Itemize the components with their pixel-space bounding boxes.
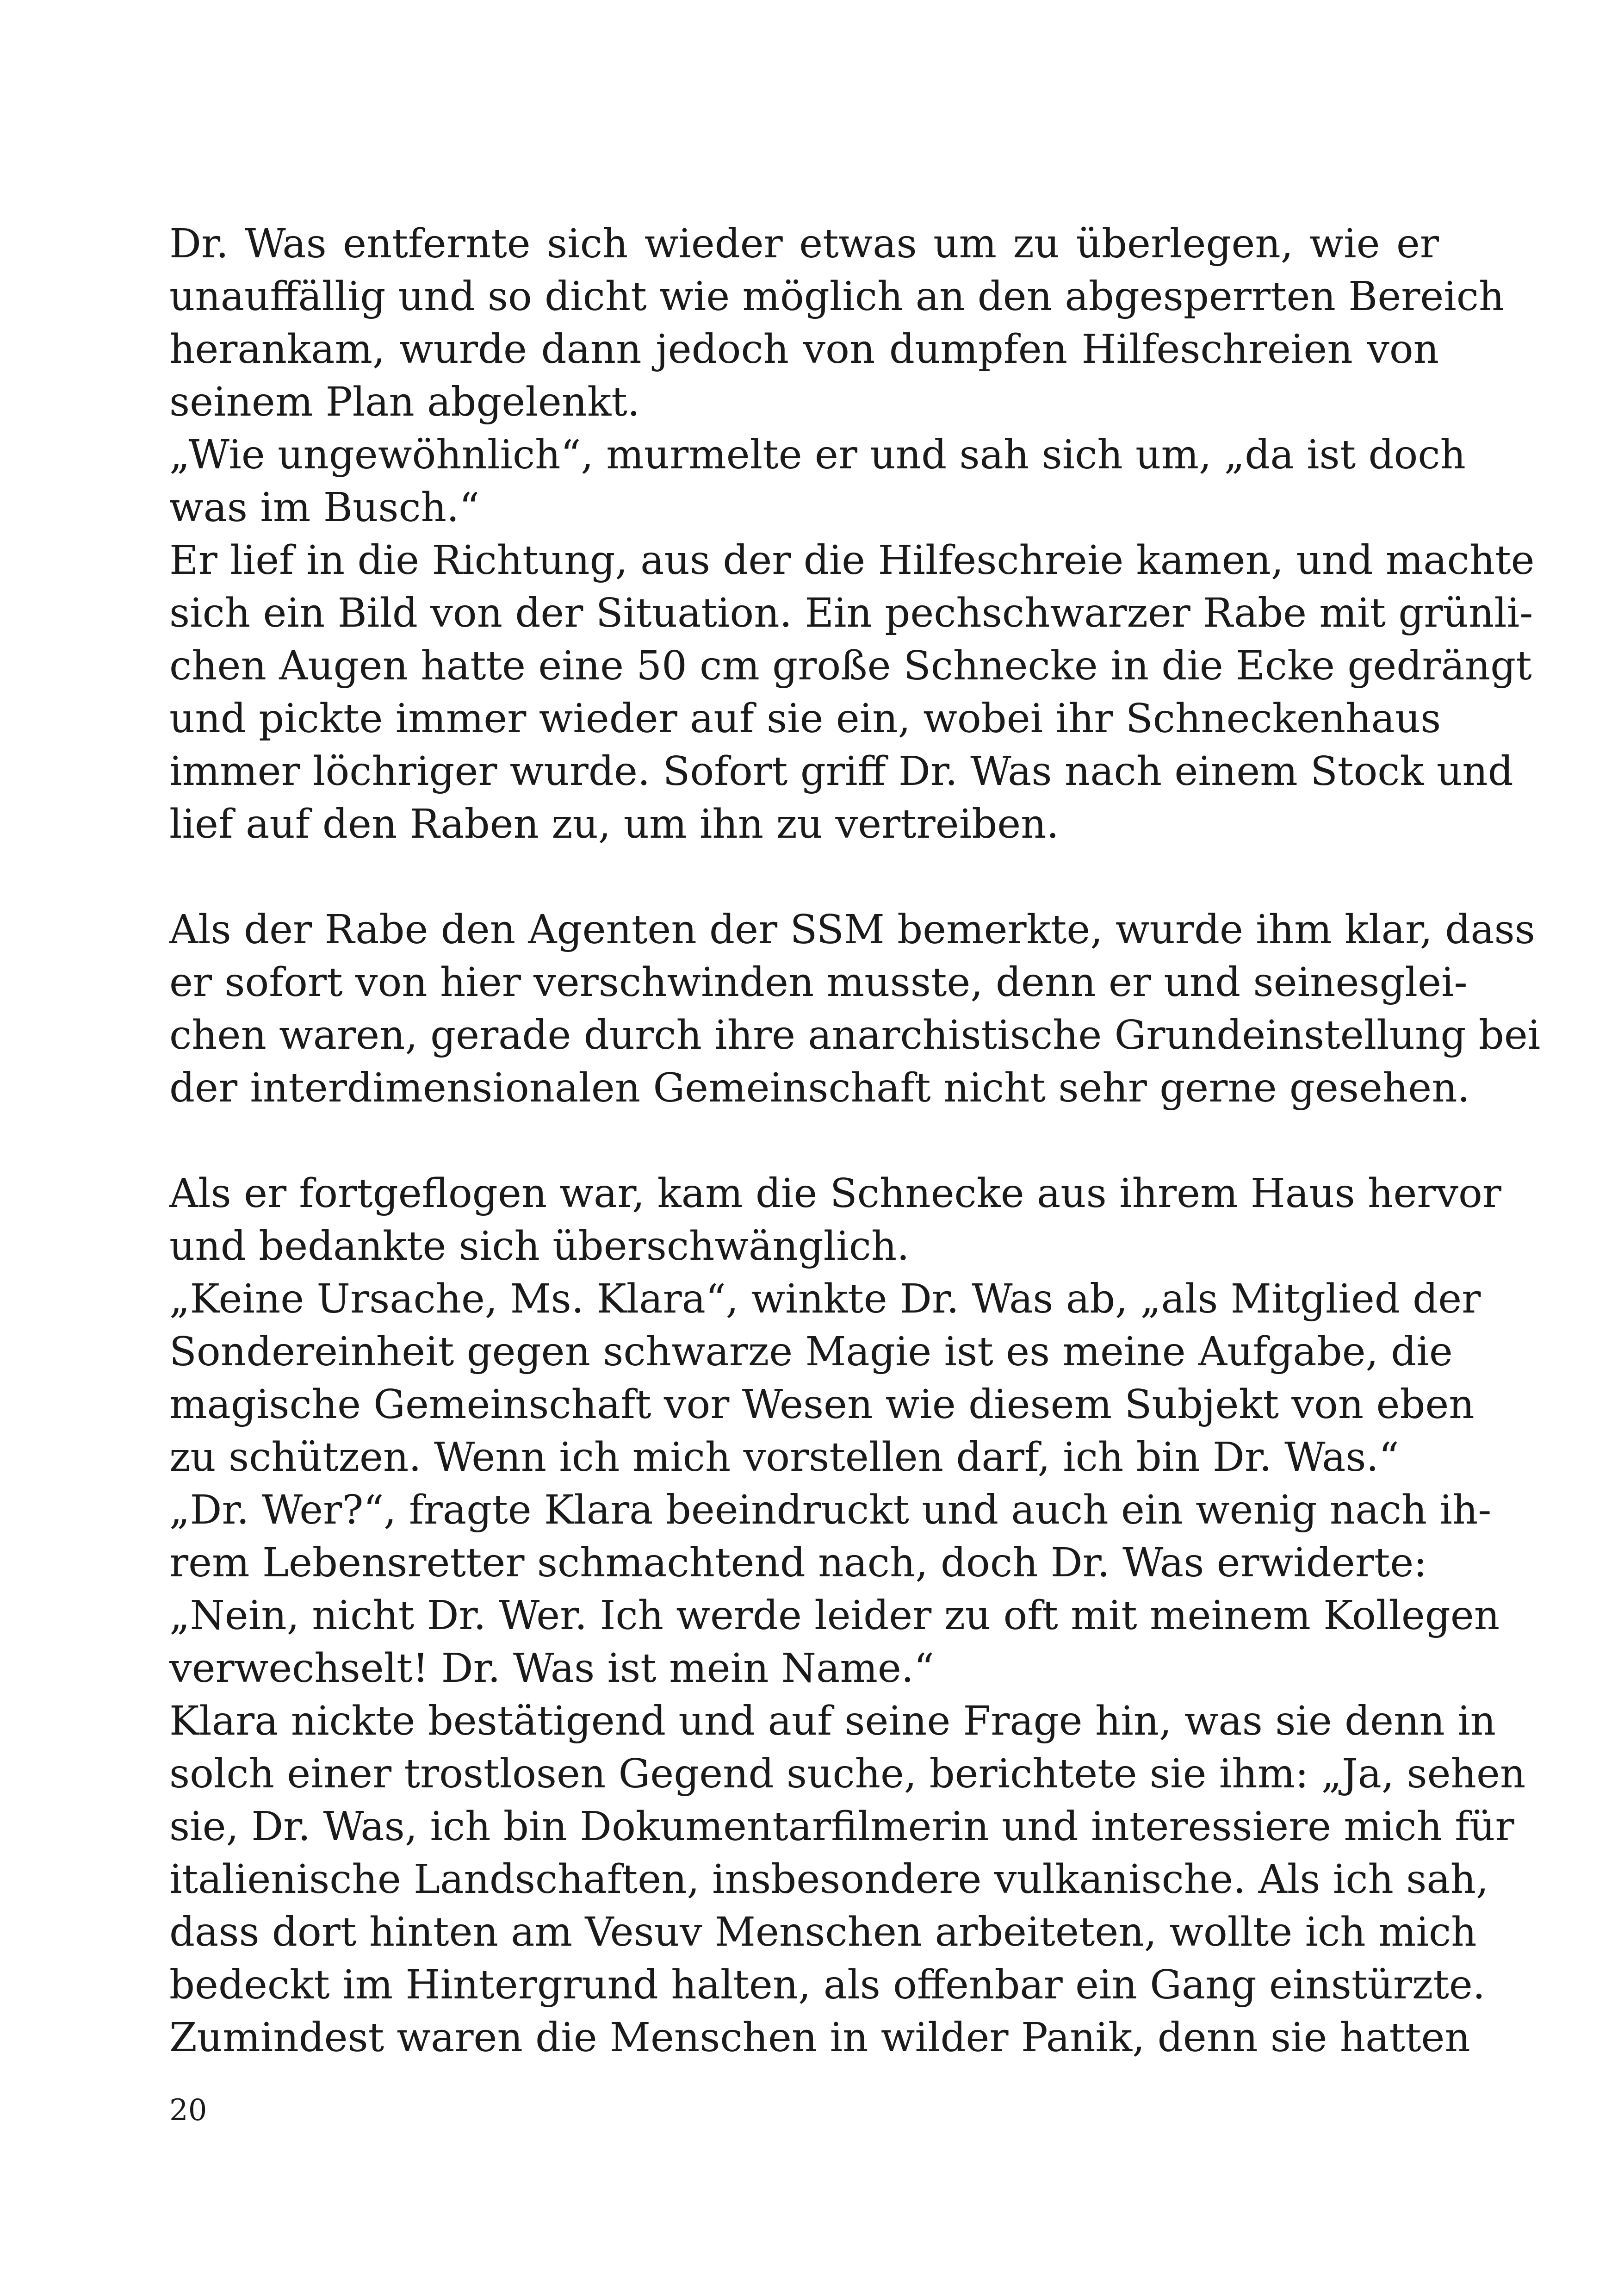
- text-line: „Dr. Wer?“, fragte Klara beeindruckt und auch ein wenig nach ih-: [169, 1487, 1492, 1533]
- text-line: chen waren, gerade durch ihre anarchistische Grundeinstellung bei: [169, 1012, 1541, 1058]
- text-line: Zumindest waren die Menschen in wilder Panik, denn sie hatten: [169, 2015, 1470, 2061]
- text-line: herankam, wurde dann jedoch von dumpfen Hilfeschreien von: [169, 326, 1439, 373]
- text-line: Dr. Was entfernte sich wieder etwas um zu überlegen, wie er: [169, 221, 1439, 267]
- body-text: [169, 218, 1541, 2064]
- paragraph: [169, 534, 1535, 851]
- text-line: verwechselt! Dr. Was ist mein Name.“: [169, 1645, 935, 1692]
- paragraph: [169, 903, 1541, 1114]
- text-line: chen Augen hatte eine 50 cm große Schnecke in die Ecke gedrängt: [169, 643, 1532, 689]
- text-line: „Nein, nicht Dr. Wer. Ich werde leider zu oft mit meinem Kollegen: [169, 1593, 1500, 1639]
- paragraph: [169, 1167, 1501, 1273]
- text-line: sie, Dr. Was, ich bin Dokumentarfilmerin und interessiere mich für: [169, 1804, 1514, 1850]
- text-line: Er lief in die Richtung, aus der die Hilfeschreie kamen, und machte: [169, 537, 1535, 584]
- text-line: er sofort von hier verschwinden musste, denn er und seinesglei-: [169, 959, 1468, 1006]
- text-line: „Keine Ursache, Ms. Klara“, winkte Dr. Was ab, „als Mitglied der: [169, 1276, 1481, 1322]
- text-line: und bedankte sich überschwänglich.: [169, 1223, 910, 1269]
- paragraph-gap: [169, 1114, 1439, 1167]
- text-line: sich ein Bild von der Situation. Ein pechschwarzer Rabe mit grünli-: [169, 590, 1533, 636]
- text-line: der interdimensionalen Gemeinschaft nicht sehr gerne gesehen.: [169, 1065, 1470, 1111]
- text-line: „Wie ungewöhnlich“, murmelte er und sah sich um, „da ist doch: [169, 432, 1466, 478]
- paragraph: [169, 1484, 1492, 1589]
- paragraph: [169, 429, 1466, 534]
- paragraph: [169, 1273, 1481, 1484]
- text-line: rem Lebensretter schmachtend nach, doch Dr. Was erwiderte:: [169, 1540, 1427, 1586]
- text-line: immer löchriger wurde. Sofort griff Dr. Was nach einem Stock und: [169, 748, 1513, 795]
- text-line: solch einer trostlosen Gegend suche, berichtete sie ihm: „Ja, sehen: [169, 1751, 1526, 1797]
- text-line: und pickte immer wieder auf sie ein, wobei ihr Schneckenhaus: [169, 696, 1441, 742]
- paragraph: [169, 1589, 1500, 1695]
- text-line: Als er fortgeflogen war, kam die Schnecke aus ihrem Haus hervor: [169, 1170, 1501, 1217]
- text-line: Als der Rabe den Agenten der SSM bemerkte, wurde ihm klar, dass: [169, 907, 1535, 953]
- paragraph: [169, 1695, 1526, 2064]
- paragraph: [169, 218, 1505, 429]
- text-line: magische Gemeinschaft vor Wesen wie diesem Subjekt von eben: [169, 1381, 1475, 1428]
- text-line: zu schützen. Wenn ich mich vorstellen darf, ich bin Dr. Was.“: [169, 1434, 1399, 1481]
- text-line: seinem Plan abgelenkt.: [169, 379, 640, 425]
- text-line: unauffällig und so dicht wie möglich an den abgesperrten Bereich: [169, 274, 1505, 320]
- text-line: was im Busch.“: [169, 485, 480, 531]
- text-line: bedeckt im Hintergrund halten, als offenbar ein Gang einstürzte.: [169, 1962, 1486, 2008]
- text-line: Klara nickte bestätigend und auf seine Frage hin, was sie denn in: [169, 1698, 1496, 1744]
- text-line: italienische Landschaften, insbesondere vulkanische. Als ich sah,: [169, 1856, 1489, 1903]
- text-line: dass dort hinten am Vesuv Menschen arbeiteten, wollte ich mich: [169, 1909, 1477, 1955]
- page-number: 20: [169, 2093, 207, 2128]
- text-line: lief auf den Raben zu, um ihn zu vertreiben.: [169, 801, 1059, 847]
- text-line: Sondereinheit gegen schwarze Magie ist es meine Aufgabe, die: [169, 1329, 1453, 1375]
- paragraph-gap: [169, 851, 1439, 903]
